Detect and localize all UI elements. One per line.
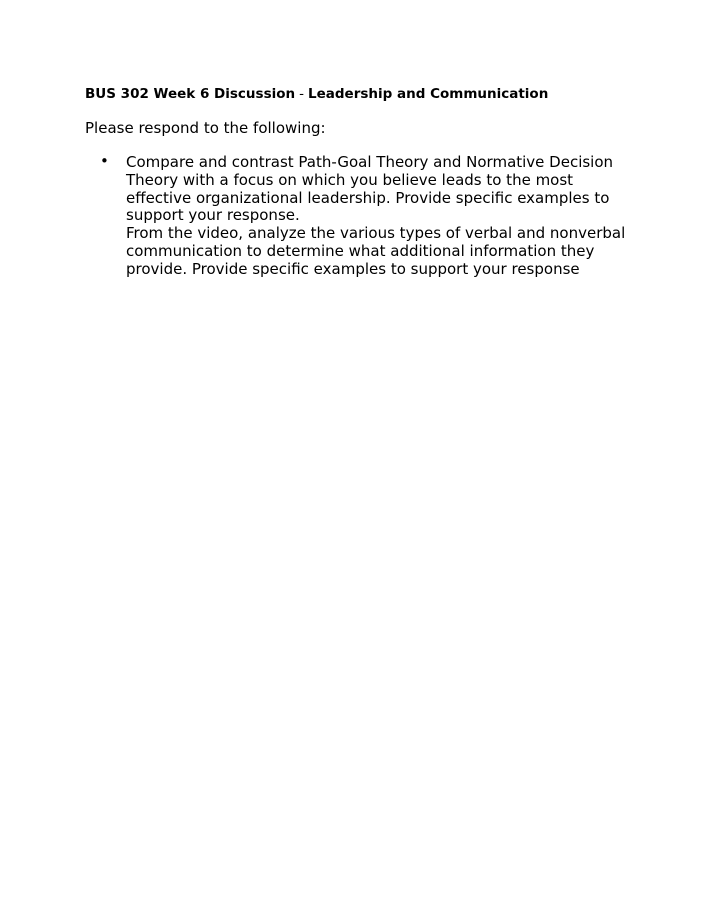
list-item — [100, 154, 630, 279]
bullet-icon: • — [100, 152, 109, 170]
intro-text: Please respond to the following: — [85, 119, 326, 137]
heading-separator: - — [299, 86, 304, 102]
prompt-paragraph-1: Compare and contrast Path-Goal Theory and Normative Decision Theory with a focus on which you believe leads to the most effective organizational leadership. Provide specific examples to support your response. — [126, 153, 614, 225]
document-heading — [85, 86, 548, 103]
heading-course-title: BUS 302 Week 6 Discussion — [85, 86, 296, 102]
prompt-paragraph-2: From the video, analyze the various types of verbal and nonverbal communication to determine what additional information they provide. Provide specific examples to support your response — [126, 224, 626, 278]
heading-topic-title: Leadership and Communication — [308, 86, 549, 102]
prompt-list — [100, 154, 630, 279]
